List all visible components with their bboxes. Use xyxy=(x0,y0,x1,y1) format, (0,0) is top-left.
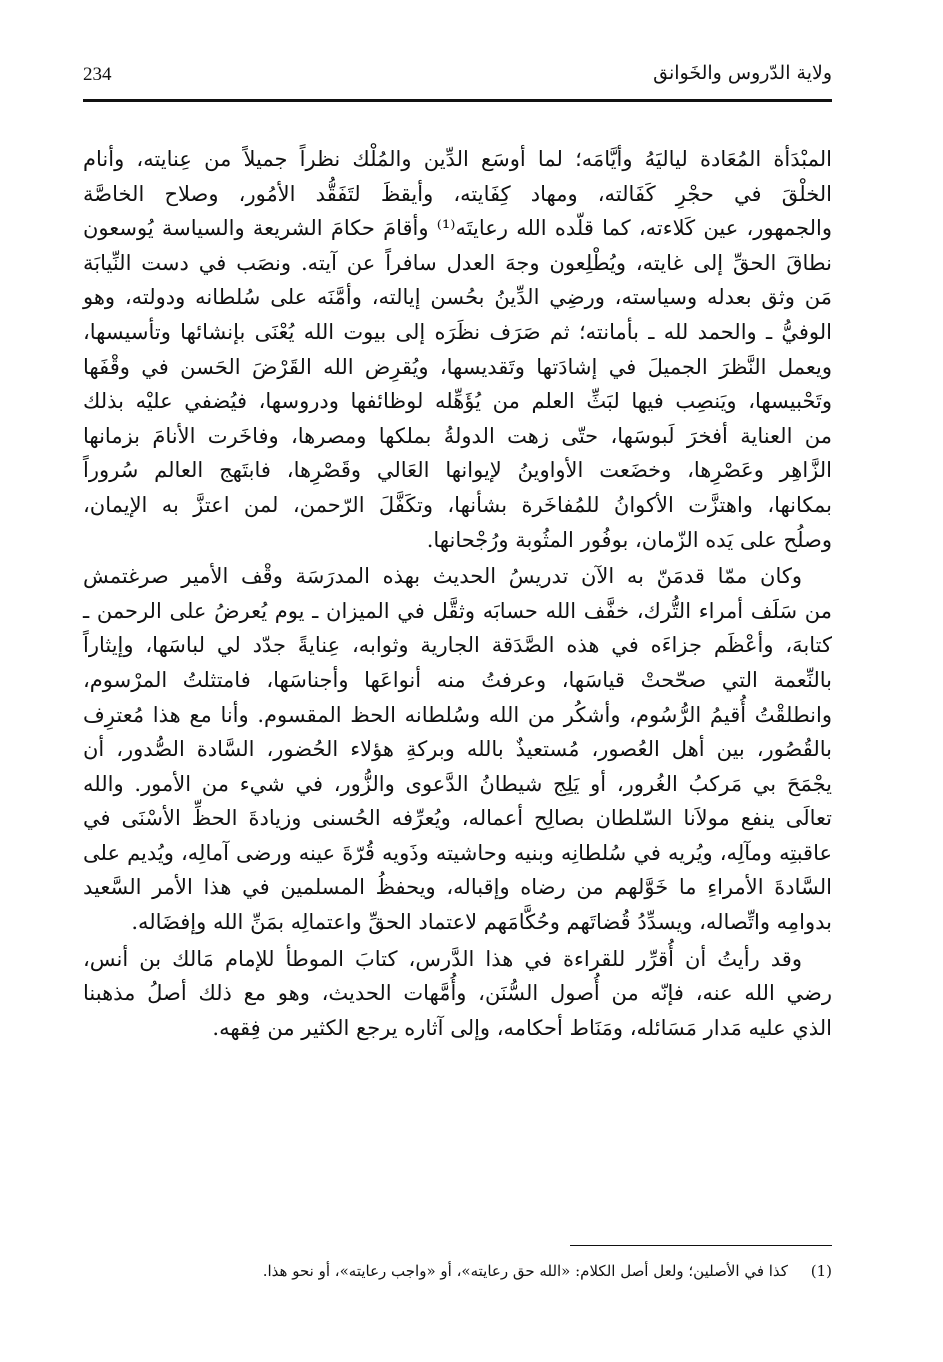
paragraph xyxy=(83,142,832,557)
body-text xyxy=(83,142,832,1047)
text-line: الذي عليه مَدار مَسَائله، ومَنَاط أحكامه، وإلى آثاره يرجع الكثير من فِقهه. xyxy=(212,1015,832,1040)
text-line: والجمهور، عين كَلاءته، كما قلّده الله رعايتَه⁽¹⁾ وأقامَ حكامَ الشريعة والسياسة يُوسعون xyxy=(83,216,832,241)
text-line: كتابهَ، وأعْظَم جزاءَه في هذه الصَّدَقة الجارية وثوابه، عِنايةً جدّد لي لباسَها، وإيثاراً xyxy=(83,633,832,658)
text-line: وكان ممّا قدمَنّ به الآن تدريسُ الحديث بهذه المدرَسَة وقْف الأمير صرغتمش xyxy=(83,564,802,589)
text-line: مَن وثق بعدله وسياسته، ورضِي الدِّينُ بحُسن إيالته، وأمَّنَه على سُلطانه ودولته، وهو xyxy=(83,285,832,310)
running-title: ولاية الدّروس والخَوانق xyxy=(653,62,832,84)
text-line: ويعمل النَّظرَ الجميلَ في إشادَتها وتَقديسها، ويُقرِض الله القَرْضَ الحَسن في وقْفَها xyxy=(83,354,832,379)
text-line: بالنِّعمة التي صحّحتْ قياسَها، وعرفتُ منه أنواعَها وأجناسَها، فامتثلتُ المرْسوم، xyxy=(83,667,832,692)
text-line: رضي الله عنه، فإنّه من أُصول السُّنَن، وأُمَّهات الحديث، وهو مع ذلك أصلُ مذهبنا xyxy=(83,981,832,1006)
paragraph xyxy=(83,942,832,1046)
text-line: السَّادةَ الأمراءِ ما خَوَّلهم من رضاه وإقباله، ويحفظُ المسلمين في هذا الأمر السَّعيد xyxy=(83,875,832,900)
footnote-text: كذا في الأصلين؛ ولعل أصل الكلام: «الله حق رعايته»، أو «واجب رعايته»، أو نحو هذا. xyxy=(262,1262,788,1280)
text-line: بدوامِه واتِّصاله، ويسدِّدُ قُضاتَهم وحُكَّامَهم لاعتماد الحقِّ واعتمالِه بمَنِّ الله وإفضَاله. xyxy=(131,910,832,935)
text-line: وقد رأيتُ أن أُقرِّر للقراءة في هذا الدَّرس، كتابَ الموطأ للإمام مَالك بن أنس، xyxy=(83,946,802,971)
text-line: من العناية أفخرَ لَبوسَها، حتّى زهت الدولةُ بملكها ومصرها، وفاخَرت الأنامَ بزمانها xyxy=(83,423,832,448)
text-line: الزَّاهِر وعَصْرِها، وخضَعت الأواوينُ لإيوانها العَالي وقَصْرِها، فابتَهج العالم سُروراً xyxy=(83,458,832,483)
paragraph xyxy=(83,559,832,940)
footnote-rule xyxy=(570,1245,832,1246)
text-line: من سَلَف أمراء التُّرك، خفَّف الله حسابَه وثقَّل في الميزان ـ يوم يُعرضُ على الرحمن ـ xyxy=(83,598,832,623)
text-line: يجْمَحَ بي مَركبُ الغُرور، أو يَلِج شيطانُ الدَّعوى والزُّور، في شيء من الأمور. والله xyxy=(83,771,832,796)
page-number: 234 xyxy=(83,64,112,85)
text-line: وصلُح على يَده الزّمان، بوفُور المثُوبة ورُجْحانها. xyxy=(426,527,832,552)
text-line: وانطلقْتُ أُقيمُ الرُّسُوم، وأشكُر من الله وسُلطانه الحظ المقسوم. وأنا مع هذا مُعترِف xyxy=(83,702,832,727)
footnote xyxy=(262,1262,832,1280)
text-line: المبْدَأة المُعَادة لياليَهُ وأيَّامَه؛ لما أوسَع الدِّين والمُلْك نظراً جميلاً من عِنايته، وأنام xyxy=(83,147,832,171)
text-line: تعالَى ينفع مولاَنا السّلطان بصالِح أعماله، ويُعرِّفه الحُسنى وزيادةَ الحظِّ الأسْنَى في xyxy=(83,806,832,831)
page-header xyxy=(83,58,832,98)
header-rule xyxy=(83,99,832,102)
footnote-number: (1) xyxy=(810,1262,832,1280)
text-line: بمكانها، واهتزَّت الأكوانُ للمُفاخَرة بشأنها، وتكَفَّلَ الرّحمن، لمن اعتزَّ به الإيمان، xyxy=(83,492,832,517)
text-line: نطاقَ الحقِّ إلى غايته، ويُطْلِعون وجهَ العدل سافراً عن آيته. ونصَب في دست النِّيابَة xyxy=(83,250,832,275)
text-line: الوفيُّ ـ والحمد لله ـ بأمانته؛ ثم صَرَف نظَرَه إلى بيوت الله يُعْنَى بإنشائها وتأسيسها، xyxy=(83,319,832,344)
text-line: عاقبتِه ومآلِه، ويُريه في سُلطانِه وبنيه وحاشيته وذَويه قُرّةَ عينه ورضى آمالِه، ويُديم على xyxy=(83,840,832,865)
text-line: بالقُصُور، بين أهل العُصور، مُستعيذٌ بالله وبركةِ هؤلاء الحُضور، السَّادة الصُّدور، أن xyxy=(83,737,832,762)
text-line: وتَحْبيسها، ويَنصِب فيها لبَثِّ العلم من يُؤَهِّله لوظائفها ودروسها، فيُضفي عليْه بذلك xyxy=(83,389,832,414)
text-line: الخلْقَ في حجْرِ كَفَالته، ومهاد كِفَايته، وأيقظَ لتَفَقُّد الأمُور، وصلاح الخاصَّة xyxy=(83,181,832,206)
